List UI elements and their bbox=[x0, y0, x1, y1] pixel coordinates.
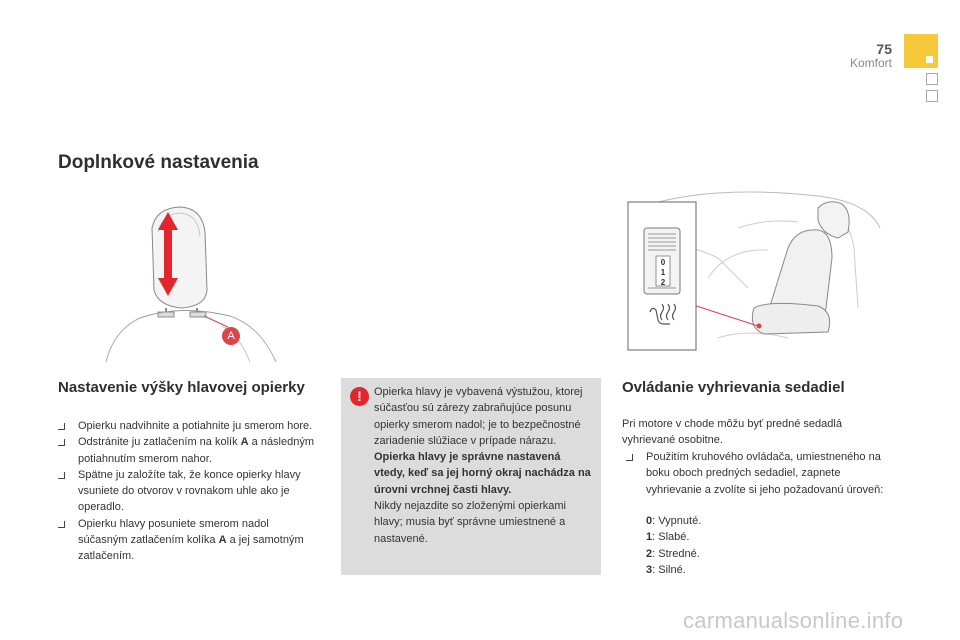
checkbox-bullet-icon bbox=[58, 423, 65, 430]
callout-a-label: A bbox=[227, 330, 235, 342]
headrest-illustration bbox=[100, 198, 280, 362]
list-item: Spätne ju založíte tak, že konce opierky hlavy vsuniete do otvorov v rovnakom uhle ako je operadlo. bbox=[58, 467, 318, 516]
list-item: 2: Stredné. bbox=[646, 547, 700, 560]
checkbox-bullet-icon bbox=[58, 521, 65, 528]
chapter-tab-marker bbox=[926, 56, 933, 63]
heating-steps bbox=[626, 449, 892, 498]
dial-label-2: 2 bbox=[660, 278, 666, 287]
chapter-tab bbox=[904, 34, 938, 68]
list-item: 0: Vypnuté. bbox=[646, 515, 702, 527]
heating-section-title: Ovládanie vyhrievania sedadiel bbox=[622, 379, 845, 396]
warning-note bbox=[341, 378, 601, 575]
warning-icon: ! bbox=[350, 387, 369, 406]
warning-paragraph-bold: Opierka hlavy je správne nastavená vtedy, keď sa jej horný okraj nachádza na úrovni vrchnej časti hlavy. bbox=[374, 451, 591, 496]
list-item: Opierku hlavy posuniete smerom nadol súčasným zatlačením kolíka A a jej samotným zatlačením. bbox=[58, 516, 318, 565]
list-item: 3: Silné. bbox=[646, 563, 686, 576]
list-item: Opierku nadvihnite a potiahnite ju smerom hore. bbox=[58, 418, 318, 434]
checkbox-bullet-icon bbox=[58, 439, 65, 446]
list-item: 1: Slabé. bbox=[646, 531, 690, 544]
warning-paragraph: Opierka hlavy je vybavená výstužou, ktorej súčasťou sú zárezy zabraňujúce posunu opierky smerom nadol; je to bezpečnostné zariadenie slúžiace v prípade nárazu. bbox=[374, 386, 583, 447]
list-item: Odstránite ju zatlačením na kolík A a následným potiahnutím smerom nahor. bbox=[58, 434, 318, 467]
page-title: Doplnkové nastavenia bbox=[58, 152, 259, 173]
section-name: Komfort bbox=[849, 56, 892, 70]
warning-text bbox=[374, 384, 594, 547]
dial-label-0: 0 bbox=[660, 258, 666, 267]
page-number: 75 bbox=[876, 41, 892, 57]
checkbox-bullet-icon bbox=[626, 454, 633, 461]
dial-label-1: 1 bbox=[660, 268, 666, 277]
headrest-steps bbox=[58, 418, 318, 565]
heating-intro: Pri motore v chode môžu byť predné sedadlá vyhrievané osobitne. bbox=[622, 418, 842, 447]
car-seat-illustration bbox=[618, 188, 882, 362]
list-item: Použitím kruhového ovládača, umiestneného na boku oboch predných sedadiel, zapnete vyhrievanie a zvolíte si jeho požadovanú úroveň: bbox=[626, 449, 892, 498]
heating-levels bbox=[646, 513, 701, 578]
chapter-box-1 bbox=[926, 73, 938, 85]
callout-a-marker bbox=[222, 327, 240, 345]
watermark: carmanualsonline.info bbox=[683, 608, 904, 633]
chapter-box-2 bbox=[926, 90, 938, 102]
headrest-section-title: Nastavenie výšky hlavovej opierky bbox=[58, 379, 305, 396]
checkbox-bullet-icon bbox=[58, 472, 65, 479]
warning-paragraph: Nikdy nejazdite so zloženými opierkami hlavy; musia byť správne umiestnené a nastavené. bbox=[374, 500, 566, 545]
